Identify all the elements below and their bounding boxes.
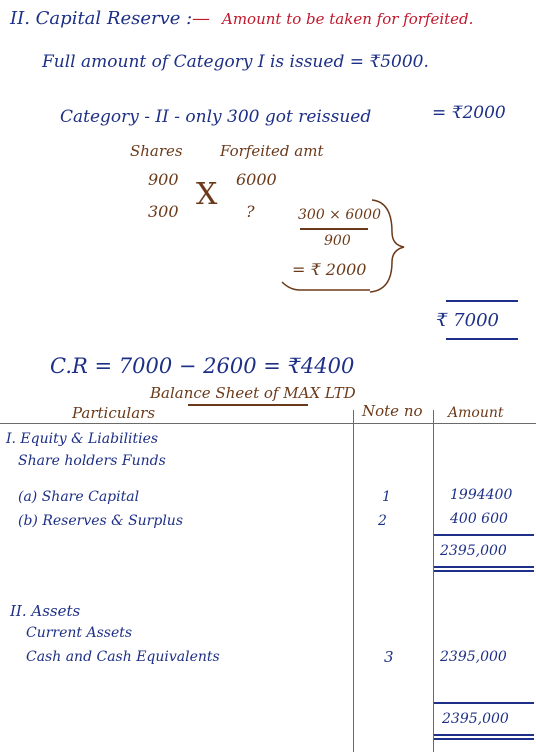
reserve-note: Amount to be taken for forfeited. — [222, 10, 474, 28]
reserves-note: 2 — [378, 513, 387, 529]
amount-column-rule — [433, 410, 434, 752]
cross-mark: X — [196, 177, 218, 212]
header-amount: Amount — [448, 405, 504, 421]
category-two-line: Category - II - only 300 got reissued — [60, 107, 372, 127]
current-assets: Current Assets — [26, 625, 133, 641]
total-overline — [446, 300, 518, 302]
reserve-total: ₹ 7000 — [436, 310, 499, 331]
section2-double-rule-2 — [434, 738, 534, 740]
note-column-rule — [353, 410, 354, 752]
category-two-amount: = ₹2000 — [432, 103, 506, 123]
reserve-dash: — — [192, 8, 210, 29]
header-particulars: Particulars — [72, 404, 156, 422]
fraction-denominator: 900 — [324, 233, 351, 249]
fraction-numerator: 300 × 6000 — [298, 207, 381, 223]
category-one-line: Full amount of Category I is issued = ₹5000. — [42, 52, 429, 72]
section2-total: 2395,000 — [442, 711, 509, 727]
assets-title: II. Assets — [10, 602, 81, 620]
cash-equivalents-note: 3 — [384, 648, 394, 666]
section2-total-rule — [434, 702, 534, 704]
title-underline — [188, 404, 308, 406]
balance-sheet-title: Balance Sheet of MAX LTD — [150, 384, 356, 402]
capital-reserve-calc: C.R = 7000 − 2600 = ₹4400 — [50, 354, 355, 378]
section2-double-rule-1 — [434, 734, 534, 736]
cash-equivalents-amount: 2395,000 — [440, 649, 507, 665]
reserve-heading: II. Capital Reserve : — [10, 8, 193, 29]
section1-double-rule-2 — [434, 570, 534, 572]
header-note: Note no — [362, 402, 423, 420]
fraction-result: = ₹ 2000 — [292, 260, 367, 279]
share-capital-note: 1 — [382, 489, 391, 505]
equity-liabilities-title: I. Equity & Liabilities — [6, 431, 159, 447]
shares-header: Shares — [130, 142, 183, 160]
forfeited-header: Forfeited amt — [220, 142, 324, 160]
reserves-label: (b) Reserves & Surplus — [18, 513, 184, 529]
section1-double-rule-1 — [434, 566, 534, 568]
row1-amount: 6000 — [236, 170, 277, 189]
share-capital-label: (a) Share Capital — [18, 489, 140, 505]
share-capital-amount: 1994400 — [450, 487, 513, 503]
reserves-amount: 400 600 — [450, 511, 508, 527]
cash-equivalents-label: Cash and Cash Equivalents — [26, 649, 220, 665]
table-header-rule — [0, 423, 536, 424]
section1-total: 2395,000 — [440, 543, 507, 559]
row1-shares: 900 — [148, 170, 179, 189]
total-underline — [446, 338, 518, 340]
row2-shares: 300 — [148, 202, 179, 221]
shareholders-funds: Share holders Funds — [18, 453, 166, 469]
row2-amount: ? — [246, 202, 255, 221]
section1-total-rule — [434, 534, 534, 536]
